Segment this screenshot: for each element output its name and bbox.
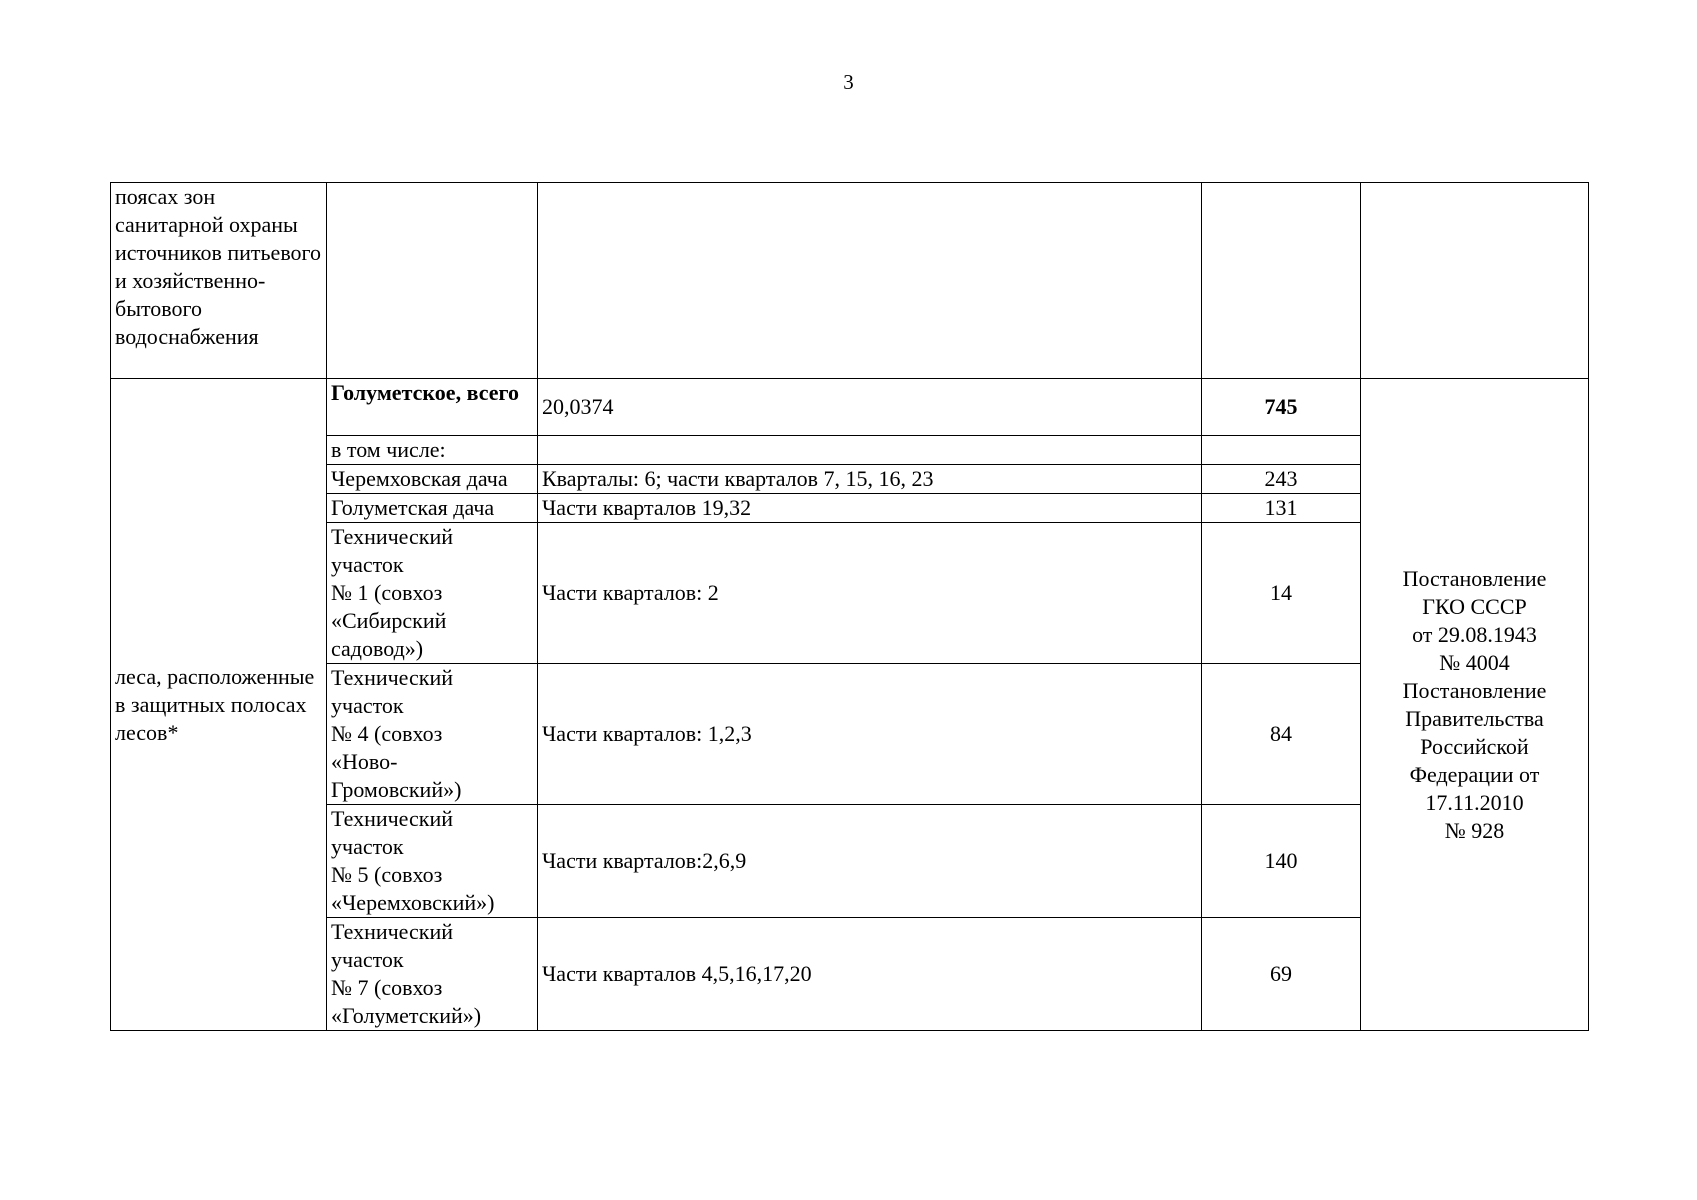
area-value: 14 (1270, 580, 1292, 605)
area-cell (1202, 805, 1361, 918)
area-value: 243 (1264, 466, 1298, 491)
category-text: леса, расположенные в защитных полосах лесов* (115, 663, 315, 745)
quarters-cell (538, 918, 1202, 1031)
forestry-name: Голуметское, всего (331, 380, 519, 405)
forestry-name-cell (327, 664, 538, 805)
area-value: 140 (1264, 848, 1298, 873)
area-value: 69 (1270, 961, 1292, 986)
empty-cell (1361, 183, 1589, 379)
category-cell (111, 183, 327, 379)
quarters-text: Кварталы: 6; части кварталов 7, 15, 16, 23 (542, 466, 934, 491)
empty-cell (538, 183, 1202, 379)
forestry-name: Технический участок № 4 (совхоз «Ново- Громовский») (331, 665, 462, 802)
quarters-text: Части кварталов 19,32 (542, 495, 752, 520)
page-number: 3 (843, 70, 854, 94)
quarters-text: Части кварталов: 1,2,3 (542, 721, 752, 746)
forestry-name-cell (327, 918, 538, 1031)
forestry-name-cell (327, 494, 538, 523)
area-cell (1202, 664, 1361, 805)
quarters-text: Части кварталов:2,6,9 (542, 848, 747, 873)
forestry-name-cell (327, 805, 538, 918)
forestry-name-cell (327, 379, 538, 436)
table-row-total (111, 379, 1589, 436)
forestry-name-cell (327, 465, 538, 494)
area-value: 745 (1264, 394, 1298, 419)
table-row-continued (111, 183, 1589, 379)
area-cell (1202, 523, 1361, 664)
area-value: 84 (1270, 721, 1292, 746)
empty-cell (538, 436, 1202, 465)
legal-basis-cell (1361, 379, 1589, 1031)
quarters-text: Части кварталов: 2 (542, 580, 719, 605)
forestry-name: Голуметская дача (331, 495, 495, 520)
quarters-cell (538, 465, 1202, 494)
area-cell (1202, 379, 1361, 436)
category-text: поясах зон санитарной охраны источников питьевого и хозяйственно-бытового водоснабжения (115, 184, 322, 349)
quarters-cell (538, 805, 1202, 918)
forestry-name-cell (327, 523, 538, 664)
quarters-text: Части кварталов 4,5,16,17,20 (542, 961, 812, 986)
subheader-text: в том числе: (331, 437, 446, 462)
area-cell (1202, 918, 1361, 1031)
quarters-cell (538, 523, 1202, 664)
empty-cell (327, 183, 538, 379)
legal-basis-text: Постановление ГКО СССР от 29.08.1943 № 4004 Постановление Правительства Российской Федерации от 17.11.2010 № 928 (1402, 565, 1547, 843)
quarters-text: 20,0374 (542, 394, 614, 419)
category-cell (111, 379, 327, 1031)
area-value: 131 (1264, 495, 1298, 520)
area-cell (1202, 465, 1361, 494)
forestry-name: Технический участок № 1 (совхоз «Сибирский садовод») (331, 524, 453, 661)
area-cell (1202, 494, 1361, 523)
empty-cell (1202, 183, 1361, 379)
forestry-name: Технический участок № 7 (совхоз «Голуметский») (331, 919, 482, 1028)
empty-cell (1202, 436, 1361, 465)
quarters-cell (538, 664, 1202, 805)
forestry-name: Черемховская дача (331, 466, 508, 491)
forestry-name: Технический участок № 5 (совхоз «Черемховский») (331, 806, 495, 915)
quarters-cell (538, 494, 1202, 523)
forest-table (110, 182, 1589, 1031)
quarters-cell (538, 379, 1202, 436)
forestry-name-cell (327, 436, 538, 465)
